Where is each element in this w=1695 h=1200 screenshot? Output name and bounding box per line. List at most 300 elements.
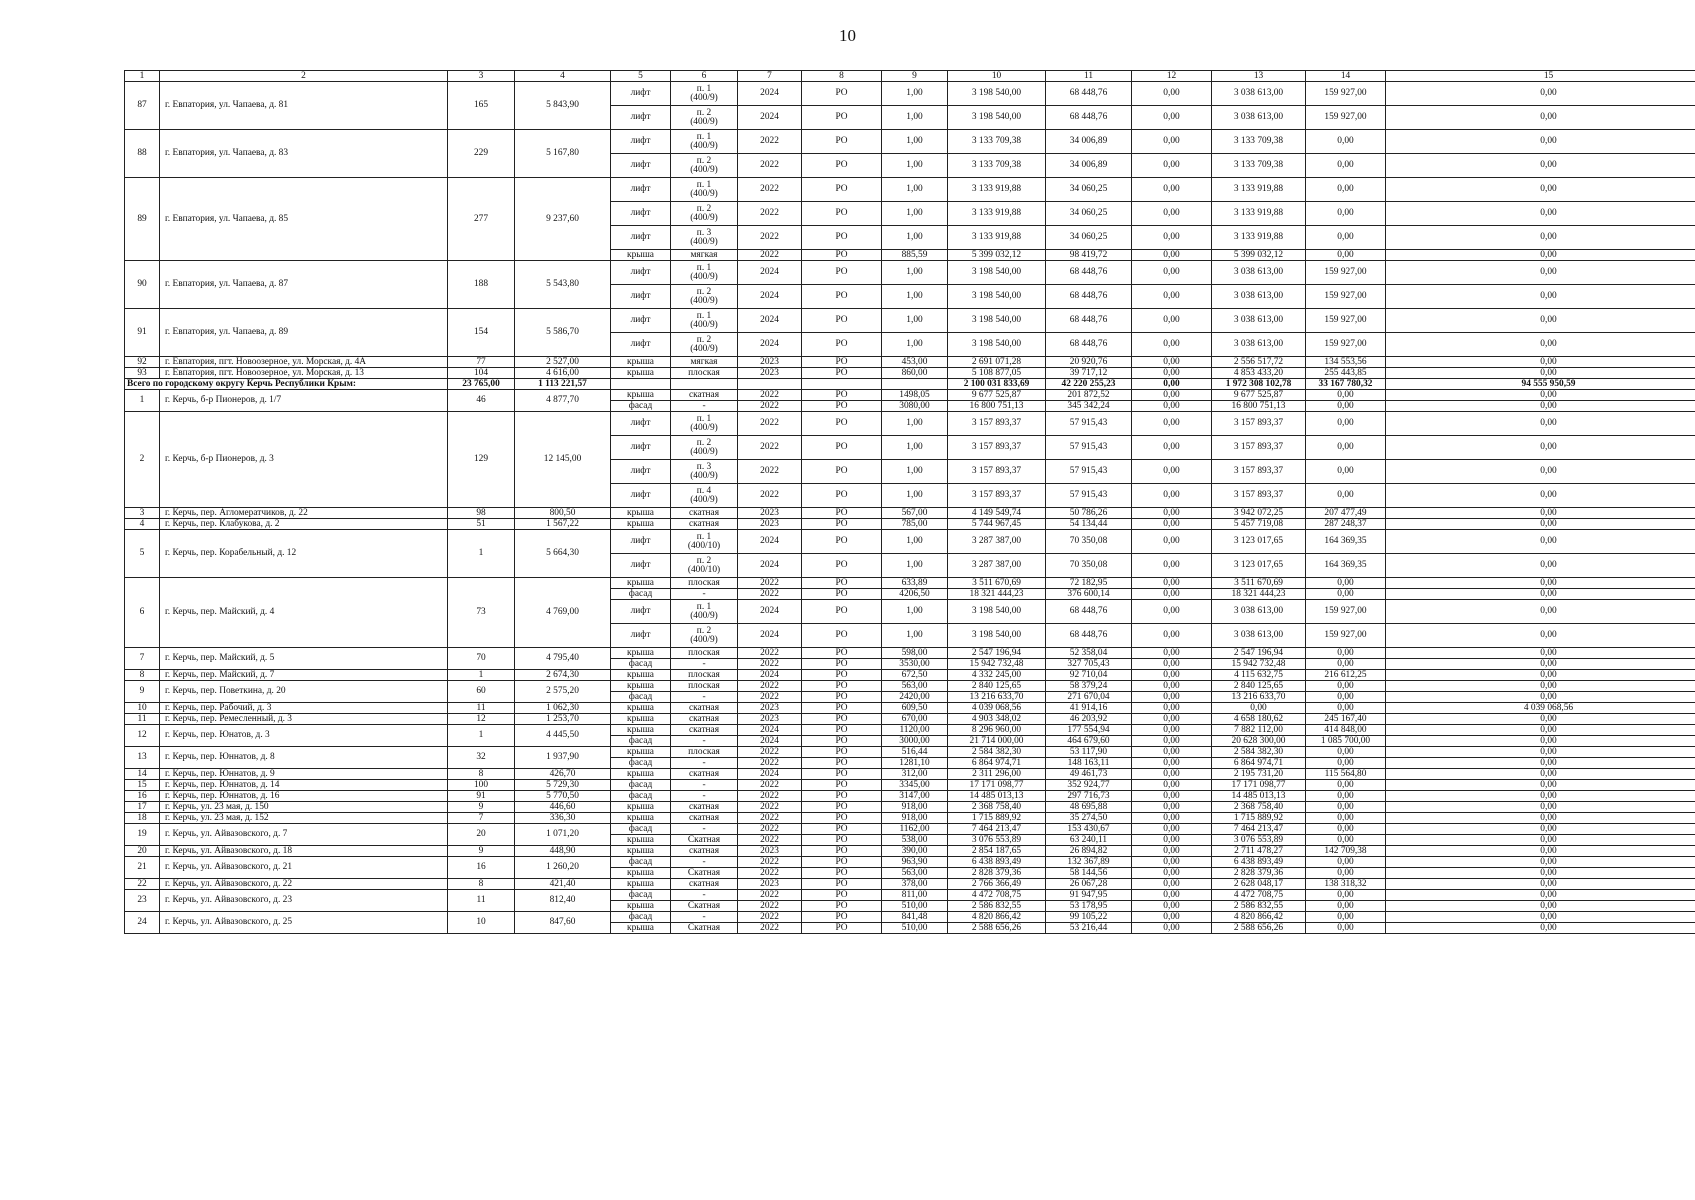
cell-c11: 34 060,25 <box>1046 202 1132 226</box>
cell-c7: 2022 <box>738 758 802 769</box>
address: г. Керчь, ул. Айвазовского, д. 23 <box>160 890 448 912</box>
cell-c8: РО <box>802 309 882 333</box>
cell-c13: 6 438 893,49 <box>1212 857 1306 868</box>
element-type <box>671 508 738 519</box>
cell-c12: 0,00 <box>1132 82 1212 106</box>
element-type-line: - <box>702 779 706 790</box>
element-type-line: п. 1 <box>696 601 712 612</box>
cell-c7: 2022 <box>738 178 802 202</box>
cell-c14: 164 369,35 <box>1306 554 1386 578</box>
table-body <box>125 71 1695 934</box>
cell-c9: 1120,00 <box>882 725 948 736</box>
column-number-header: 9 <box>882 71 948 82</box>
table-row <box>125 813 1695 824</box>
cell-c12: 0,00 <box>1132 624 1212 648</box>
apartments-count: 8 <box>448 769 515 780</box>
cell-c10: 3 133 919,88 <box>948 202 1046 226</box>
cell-c9: 1,00 <box>882 309 948 333</box>
cell-c15: 0,00 <box>1386 681 1695 692</box>
cell-c8: РО <box>802 401 882 412</box>
cell-c13: 7 464 213,47 <box>1212 824 1306 835</box>
element-type-line: п. 2 <box>696 437 712 448</box>
building-area: 9 237,60 <box>515 178 611 261</box>
element-type-line: скатная <box>688 768 720 779</box>
cell-c9: 1,00 <box>882 436 948 460</box>
apartments-count: 277 <box>448 178 515 261</box>
cell-c15: 0,00 <box>1386 670 1695 681</box>
cell-c7: 2022 <box>738 130 802 154</box>
cell-c12: 0,00 <box>1132 912 1212 923</box>
cell-c15: 0,00 <box>1386 508 1695 519</box>
address: г. Керчь, пер. Юннатов, д. 9 <box>160 769 448 780</box>
row-number: 10 <box>125 703 160 714</box>
cell-c11: 271 670,04 <box>1046 692 1132 703</box>
apartments-count: 1 <box>448 670 515 681</box>
cell-c15: 0,00 <box>1386 178 1695 202</box>
cell-c10: 9 677 525,87 <box>948 390 1046 401</box>
apartments-count: 77 <box>448 357 515 368</box>
element-type-line: п. 2 <box>696 155 712 166</box>
element-type-line: (400/9) <box>690 140 718 151</box>
cell-c10: 5 744 967,45 <box>948 519 1046 530</box>
element-type-line: - <box>702 889 706 900</box>
cell-c8: РО <box>802 714 882 725</box>
element-type <box>671 357 738 368</box>
cell-c5: крыша <box>611 250 671 261</box>
cell-c14: 159 927,00 <box>1306 624 1386 648</box>
cell-c13: 3 123 017,65 <box>1212 554 1306 578</box>
cell-c7: 2024 <box>738 554 802 578</box>
cell-c7: 2022 <box>738 813 802 824</box>
table-row <box>125 130 1695 154</box>
element-type <box>671 82 738 106</box>
building-area: 2 674,30 <box>515 670 611 681</box>
cell-c9: 1,00 <box>882 178 948 202</box>
apartments-count: 1 <box>448 725 515 747</box>
cell-c13: 2 588 656,26 <box>1212 923 1306 934</box>
cell-c15: 0,00 <box>1386 82 1695 106</box>
cell-c5: лифт <box>611 202 671 226</box>
cell-c7: 2023 <box>738 879 802 890</box>
cell-c13: 3 133 919,88 <box>1212 202 1306 226</box>
cell-c14: 287 248,37 <box>1306 519 1386 530</box>
cell-c14: 159 927,00 <box>1306 333 1386 357</box>
row-number: 91 <box>125 309 160 357</box>
element-type-line: п. 1 <box>696 83 712 94</box>
cell-c12: 0,00 <box>1132 648 1212 659</box>
cell-c15: 0,00 <box>1386 813 1695 824</box>
cell-c14: 0,00 <box>1306 390 1386 401</box>
cell-c11: 92 710,04 <box>1046 670 1132 681</box>
cell-c11: 68 448,76 <box>1046 600 1132 624</box>
cell-c8: РО <box>802 670 882 681</box>
element-type-line: - <box>702 658 706 669</box>
cell-c5: крыша <box>611 519 671 530</box>
cell-c7: 2022 <box>738 578 802 589</box>
cell-c12: 0,00 <box>1132 578 1212 589</box>
cell-c7: 2022 <box>738 692 802 703</box>
cell-c9: 3000,00 <box>882 736 948 747</box>
cell-c13: 3 133 709,38 <box>1212 154 1306 178</box>
cell-c9: 1,00 <box>882 600 948 624</box>
total-empty-cell <box>611 379 671 390</box>
cell-c7: 2022 <box>738 890 802 901</box>
element-type-line: мягкая <box>690 356 718 367</box>
cell-c9: 860,00 <box>882 368 948 379</box>
cell-c12: 0,00 <box>1132 769 1212 780</box>
cell-c7: 2022 <box>738 484 802 508</box>
total-c14: 33 167 780,32 <box>1306 379 1386 390</box>
cell-c10: 6 864 974,71 <box>948 758 1046 769</box>
element-type-line: скатная <box>688 878 720 889</box>
element-type <box>671 791 738 802</box>
apartments-count: 104 <box>448 368 515 379</box>
cell-c11: 34 060,25 <box>1046 178 1132 202</box>
cell-c12: 0,00 <box>1132 890 1212 901</box>
table-row <box>125 82 1695 106</box>
cell-c5: крыша <box>611 578 671 589</box>
cell-c5: фасад <box>611 824 671 835</box>
cell-c9: 1,00 <box>882 624 948 648</box>
cell-c12: 0,00 <box>1132 703 1212 714</box>
cell-c10: 3 133 709,38 <box>948 154 1046 178</box>
cell-c5: крыша <box>611 747 671 758</box>
cell-c8: РО <box>802 736 882 747</box>
cell-c14: 134 553,56 <box>1306 357 1386 368</box>
apartments-count: 10 <box>448 912 515 934</box>
cell-c7: 2022 <box>738 824 802 835</box>
cell-c7: 2024 <box>738 261 802 285</box>
cell-c9: 918,00 <box>882 802 948 813</box>
address: г. Керчь, ул. Айвазовского, д. 21 <box>160 857 448 879</box>
cell-c14: 0,00 <box>1306 747 1386 758</box>
building-area: 421,40 <box>515 879 611 890</box>
row-number: 20 <box>125 846 160 857</box>
cell-c15: 0,00 <box>1386 106 1695 130</box>
row-number: 6 <box>125 578 160 648</box>
cell-c14: 0,00 <box>1306 436 1386 460</box>
element-type-line: плоская <box>688 647 720 658</box>
cell-c7: 2024 <box>738 309 802 333</box>
cell-c5: фасад <box>611 659 671 670</box>
element-type-line: скатная <box>688 702 720 713</box>
cell-c12: 0,00 <box>1132 390 1212 401</box>
table-row <box>125 780 1695 791</box>
apartments-count: 20 <box>448 824 515 846</box>
element-type-line: п. 1 <box>696 310 712 321</box>
cell-c9: 672,50 <box>882 670 948 681</box>
cell-c14: 0,00 <box>1306 780 1386 791</box>
cell-c15: 0,00 <box>1386 436 1695 460</box>
total-c10: 2 100 031 833,69 <box>948 379 1046 390</box>
cell-c5: лифт <box>611 333 671 357</box>
cell-c8: РО <box>802 484 882 508</box>
cell-c9: 633,89 <box>882 578 948 589</box>
cell-c12: 0,00 <box>1132 202 1212 226</box>
cell-c11: 34 060,25 <box>1046 226 1132 250</box>
building-area: 4 616,00 <box>515 368 611 379</box>
cell-c5: фасад <box>611 857 671 868</box>
cell-c5: крыша <box>611 901 671 912</box>
total-c15: 94 555 950,59 <box>1386 379 1695 390</box>
cell-c14: 0,00 <box>1306 824 1386 835</box>
cell-c12: 0,00 <box>1132 250 1212 261</box>
building-area: 1 253,70 <box>515 714 611 725</box>
cell-c7: 2024 <box>738 736 802 747</box>
row-number: 13 <box>125 747 160 769</box>
cell-c9: 567,00 <box>882 508 948 519</box>
element-type-line: (400/9) <box>690 92 718 103</box>
element-type <box>671 178 738 202</box>
cell-c11: 153 430,67 <box>1046 824 1132 835</box>
building-area: 4 769,00 <box>515 578 611 648</box>
cell-c13: 4 115 632,75 <box>1212 670 1306 681</box>
cell-c5: крыша <box>611 868 671 879</box>
cell-c8: РО <box>802 901 882 912</box>
table-row <box>125 890 1695 901</box>
element-type-line: плоская <box>688 680 720 691</box>
cell-c14: 159 927,00 <box>1306 309 1386 333</box>
cell-c7: 2022 <box>738 436 802 460</box>
cell-c5: лифт <box>611 484 671 508</box>
cell-c12: 0,00 <box>1132 758 1212 769</box>
element-type <box>671 578 738 589</box>
building-area: 4 877,70 <box>515 390 611 412</box>
cell-c13: 3 038 613,00 <box>1212 624 1306 648</box>
cell-c11: 26 894,82 <box>1046 846 1132 857</box>
cell-c9: 1,00 <box>882 82 948 106</box>
cell-c9: 510,00 <box>882 901 948 912</box>
cell-c9: 516,44 <box>882 747 948 758</box>
cell-c14: 159 927,00 <box>1306 261 1386 285</box>
apartments-count: 51 <box>448 519 515 530</box>
element-type <box>671 401 738 412</box>
cell-c5: крыша <box>611 769 671 780</box>
row-number: 12 <box>125 725 160 747</box>
cell-c13: 2 628 048,17 <box>1212 879 1306 890</box>
cell-c8: РО <box>802 261 882 285</box>
address: г. Евпатория, пгт. Новоозерное, ул. Морская, д. 4А <box>160 357 448 368</box>
element-type-line: (400/10) <box>687 540 721 551</box>
cell-c11: 327 705,43 <box>1046 659 1132 670</box>
element-type <box>671 589 738 600</box>
cell-c10: 6 438 893,49 <box>948 857 1046 868</box>
element-type <box>671 714 738 725</box>
column-number-header: 7 <box>738 71 802 82</box>
cell-c14: 245 167,40 <box>1306 714 1386 725</box>
cell-c9: 1498,05 <box>882 390 948 401</box>
building-area: 800,50 <box>515 508 611 519</box>
element-type-line: скатная <box>688 812 720 823</box>
building-area: 847,60 <box>515 912 611 934</box>
element-type-line: (400/10) <box>687 564 721 575</box>
cell-c5: крыша <box>611 681 671 692</box>
column-number-header: 12 <box>1132 71 1212 82</box>
building-area: 448,90 <box>515 846 611 857</box>
element-type-line: - <box>702 400 706 411</box>
cell-c11: 68 448,76 <box>1046 309 1132 333</box>
cell-c10: 3 198 540,00 <box>948 309 1046 333</box>
cell-c15: 0,00 <box>1386 519 1695 530</box>
cell-c15: 0,00 <box>1386 802 1695 813</box>
cell-c15: 0,00 <box>1386 226 1695 250</box>
cell-c13: 2 840 125,65 <box>1212 681 1306 692</box>
cell-c7: 2022 <box>738 923 802 934</box>
row-number: 23 <box>125 890 160 912</box>
element-type <box>671 154 738 178</box>
cell-c13: 3 157 893,37 <box>1212 412 1306 436</box>
cell-c8: РО <box>802 154 882 178</box>
row-number: 7 <box>125 648 160 670</box>
element-type-line: (400/9) <box>690 188 718 199</box>
cell-c8: РО <box>802 703 882 714</box>
cell-c12: 0,00 <box>1132 846 1212 857</box>
cell-c7: 2024 <box>738 285 802 309</box>
cell-c15: 0,00 <box>1386 725 1695 736</box>
cell-c7: 2022 <box>738 912 802 923</box>
cell-c10: 8 296 960,00 <box>948 725 1046 736</box>
cell-c10: 2 766 366,49 <box>948 879 1046 890</box>
cell-c7: 2024 <box>738 725 802 736</box>
cell-c8: РО <box>802 813 882 824</box>
cell-c12: 0,00 <box>1132 791 1212 802</box>
cell-c13: 3 038 613,00 <box>1212 285 1306 309</box>
cell-c12: 0,00 <box>1132 357 1212 368</box>
cell-c14: 255 443,85 <box>1306 368 1386 379</box>
column-number-header: 6 <box>671 71 738 82</box>
address: г. Евпатория, ул. Чапаева, д. 87 <box>160 261 448 309</box>
column-number-header: 3 <box>448 71 515 82</box>
apartments-count: 9 <box>448 802 515 813</box>
element-type <box>671 780 738 791</box>
cell-c11: 132 367,89 <box>1046 857 1132 868</box>
element-type <box>671 736 738 747</box>
cell-c13: 5 457 719,08 <box>1212 519 1306 530</box>
building-area: 1 567,22 <box>515 519 611 530</box>
cell-c14: 0,00 <box>1306 835 1386 846</box>
cell-c13: 3 038 613,00 <box>1212 261 1306 285</box>
cell-c8: РО <box>802 412 882 436</box>
cell-c13: 6 864 974,71 <box>1212 758 1306 769</box>
cell-c11: 48 695,88 <box>1046 802 1132 813</box>
element-type <box>671 460 738 484</box>
address: г. Керчь, ул. 23 мая, д. 150 <box>160 802 448 813</box>
apartments-count: 70 <box>448 648 515 670</box>
address: г. Керчь, ул. Айвазовского, д. 22 <box>160 879 448 890</box>
cell-c8: РО <box>802 178 882 202</box>
cell-c12: 0,00 <box>1132 554 1212 578</box>
cell-c5: крыша <box>611 670 671 681</box>
cell-c15: 4 039 068,56 <box>1386 703 1695 714</box>
cell-c14: 0,00 <box>1306 681 1386 692</box>
address: г. Керчь, пер. Клабукова, д. 2 <box>160 519 448 530</box>
element-type-line: плоская <box>688 577 720 588</box>
building-area: 12 145,00 <box>515 412 611 508</box>
cell-c13: 3 123 017,65 <box>1212 530 1306 554</box>
cell-c15: 0,00 <box>1386 250 1695 261</box>
apartments-count: 32 <box>448 747 515 769</box>
cell-c7: 2022 <box>738 154 802 178</box>
cell-c9: 963,90 <box>882 857 948 868</box>
cell-c13: 2 368 758,40 <box>1212 802 1306 813</box>
cell-c15: 0,00 <box>1386 758 1695 769</box>
cell-c12: 0,00 <box>1132 600 1212 624</box>
apartments-count: 12 <box>448 714 515 725</box>
cell-c15: 0,00 <box>1386 460 1695 484</box>
element-type <box>671 692 738 703</box>
cell-c12: 0,00 <box>1132 923 1212 934</box>
row-number: 16 <box>125 791 160 802</box>
table-row <box>125 879 1695 890</box>
cell-c12: 0,00 <box>1132 714 1212 725</box>
table-row <box>125 412 1695 436</box>
element-type-line: скатная <box>688 845 720 856</box>
cell-c10: 5 108 877,05 <box>948 368 1046 379</box>
building-area: 5 543,80 <box>515 261 611 309</box>
total-empty-cell <box>671 379 738 390</box>
cell-c12: 0,00 <box>1132 309 1212 333</box>
element-type-line: скатная <box>688 724 720 735</box>
cell-c7: 2023 <box>738 703 802 714</box>
address: г. Евпатория, ул. Чапаева, д. 89 <box>160 309 448 357</box>
cell-c13: 2 711 478,27 <box>1212 846 1306 857</box>
cell-c12: 0,00 <box>1132 412 1212 436</box>
cell-c12: 0,00 <box>1132 835 1212 846</box>
cell-c9: 1,00 <box>882 460 948 484</box>
cell-c12: 0,00 <box>1132 333 1212 357</box>
element-type <box>671 879 738 890</box>
cell-c13: 3 133 919,88 <box>1212 178 1306 202</box>
cell-c5: фасад <box>611 791 671 802</box>
element-type <box>671 923 738 934</box>
element-type-line: (400/9) <box>690 494 718 505</box>
cell-c15: 0,00 <box>1386 285 1695 309</box>
cell-c10: 3 287 387,00 <box>948 554 1046 578</box>
cell-c5: фасад <box>611 780 671 791</box>
element-type <box>671 747 738 758</box>
cell-c11: 70 350,08 <box>1046 554 1132 578</box>
cell-c5: фасад <box>611 589 671 600</box>
cell-c14: 0,00 <box>1306 901 1386 912</box>
row-number: 21 <box>125 857 160 879</box>
column-number-header: 14 <box>1306 71 1386 82</box>
cell-c7: 2022 <box>738 780 802 791</box>
cell-c9: 453,00 <box>882 357 948 368</box>
element-type-line: скатная <box>688 389 720 400</box>
cell-c5: лифт <box>611 600 671 624</box>
cell-c5: крыша <box>611 879 671 890</box>
cell-c15: 0,00 <box>1386 624 1695 648</box>
building-area: 1 260,20 <box>515 857 611 879</box>
cell-c5: лифт <box>611 554 671 578</box>
element-type-line: скатная <box>688 713 720 724</box>
cell-c8: РО <box>802 791 882 802</box>
building-area: 812,40 <box>515 890 611 912</box>
cell-c13: 1 715 889,92 <box>1212 813 1306 824</box>
element-type <box>671 202 738 226</box>
element-type-line: Скатная <box>687 900 721 911</box>
cell-c15: 0,00 <box>1386 901 1695 912</box>
element-type-line: мягкая <box>690 249 718 260</box>
cell-c14: 0,00 <box>1306 226 1386 250</box>
element-type <box>671 285 738 309</box>
element-type-line: п. 3 <box>696 227 712 238</box>
cell-c11: 35 274,50 <box>1046 813 1132 824</box>
cell-c11: 39 717,12 <box>1046 368 1132 379</box>
cell-c10: 3 157 893,37 <box>948 460 1046 484</box>
cell-c14: 0,00 <box>1306 758 1386 769</box>
cell-c10: 3 198 540,00 <box>948 285 1046 309</box>
